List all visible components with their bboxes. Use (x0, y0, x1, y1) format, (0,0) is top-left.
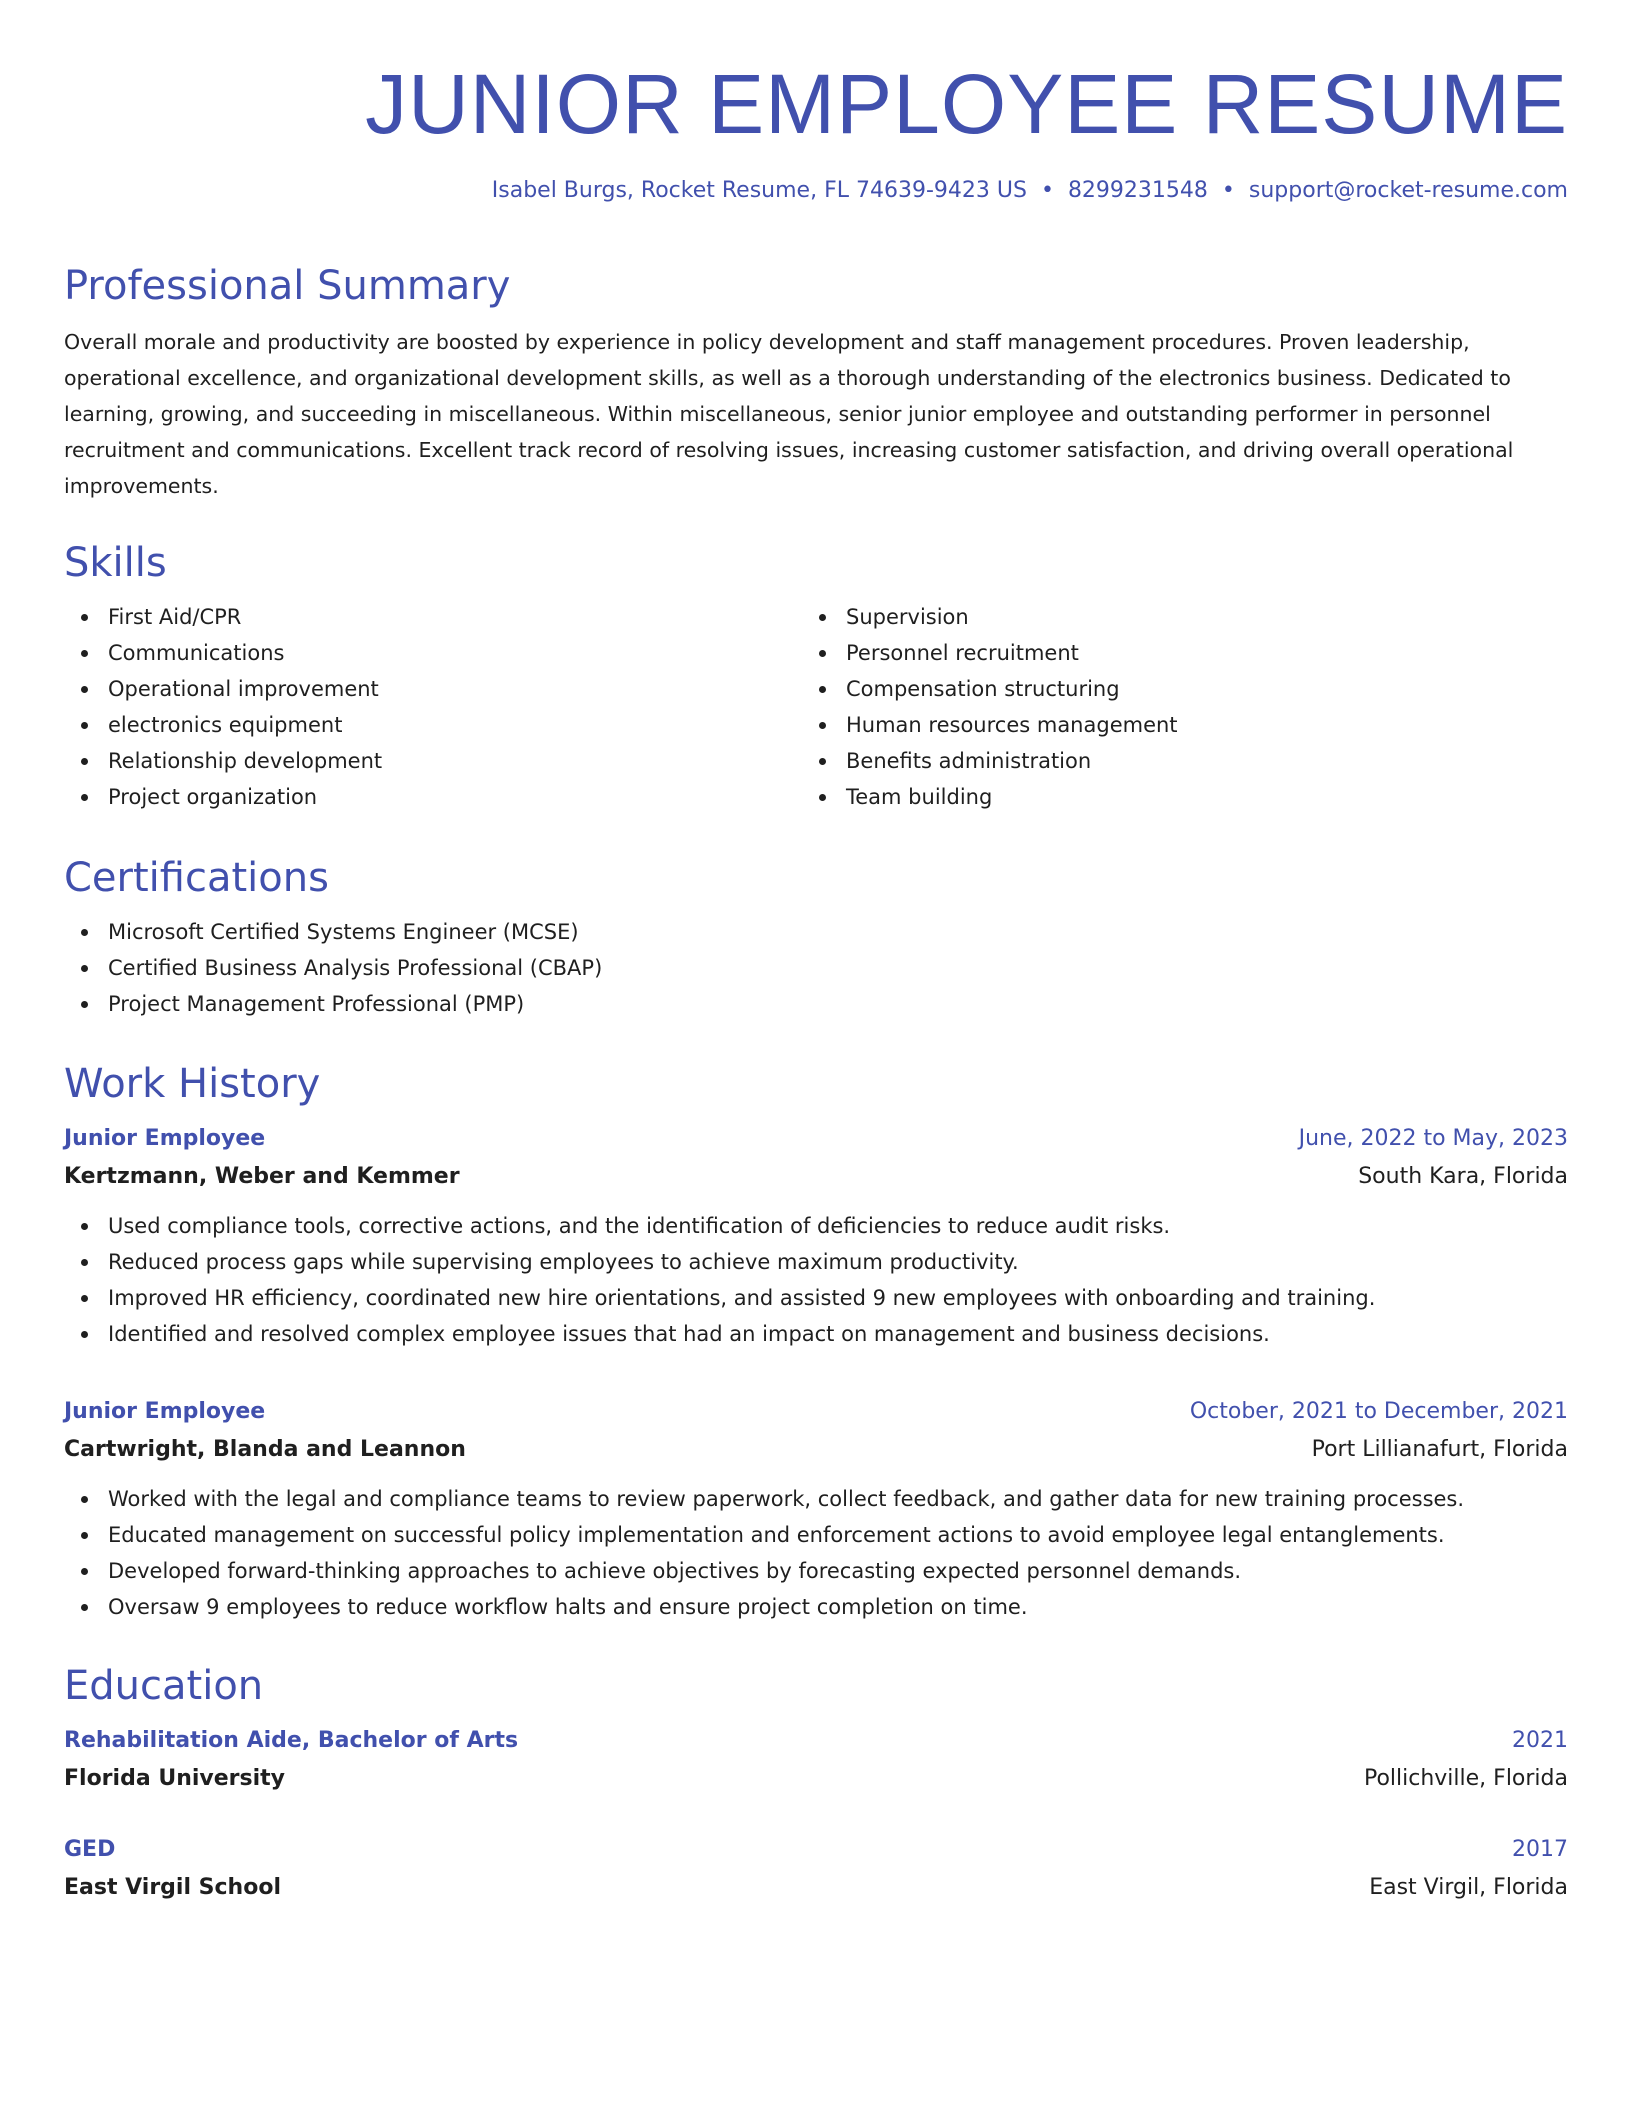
skills-section (64, 537, 1568, 815)
skill-item: Benefits administration (802, 743, 1540, 779)
work-history-section (64, 1058, 1568, 1352)
job-bullet: Reduced process gaps while supervising employees to achieve maximum productivity. (64, 1244, 1568, 1280)
graduation-year: 2017 (1512, 1837, 1568, 1862)
work-history-heading: Work History (64, 1061, 321, 1107)
education-entry (64, 1722, 1568, 1798)
job-dates: October, 2021 to December, 2021 (1189, 1399, 1568, 1424)
job-location: South Kara, Florida (1358, 1164, 1568, 1189)
skill-item: electronics equipment (64, 707, 802, 743)
job-entry (64, 1393, 1568, 1625)
school-location: East Virgil, Florida (1369, 1875, 1568, 1900)
resume-title: JUNIOR EMPLOYEE RESUME (365, 57, 1568, 151)
skill-item: Project organization (64, 779, 802, 815)
job-title: Junior Employee (64, 1399, 266, 1424)
job-bullet: Improved HR efficiency, coordinated new hire orientations, and assisted 9 new employees with onboarding and training. (64, 1280, 1568, 1316)
job-bullet: Oversaw 9 employees to reduce workflow halts and ensure project completion on time. (64, 1589, 1568, 1625)
job-bullet: Educated management on successful policy implementation and enforcement actions to avoid employee legal entanglements. (64, 1517, 1568, 1553)
contact-separator: • (1221, 178, 1235, 203)
skill-item: Human resources management (802, 707, 1540, 743)
skill-item: Compensation structuring (802, 671, 1540, 707)
certification-item: Certified Business Analysis Professional (CBAP) (64, 950, 1568, 986)
job-entry (64, 1120, 1568, 1352)
skill-item: Supervision (802, 599, 1540, 635)
school-name: Florida University (64, 1766, 285, 1791)
summary-section (64, 260, 1568, 504)
skills-column-right (802, 599, 1540, 815)
summary-text: Overall morale and productivity are boosted by experience in policy development and staff management procedures. Proven leadership, operational excellence, and organizational development skills, as well as a thorough understanding of the electronics business. Dedicated to learning, growing, and succeeding in miscellaneous. Within miscellaneous, senior junior employee and outstanding performer in personnel recruitment and communications. Excellent track record of resolving issues, increasing customer satisfaction, and driving overall operational improvements. (64, 330, 1514, 498)
company-name: Cartwright, Blanda and Leannon (64, 1437, 466, 1462)
job-bullet: Identified and resolved complex employee issues that had an impact on management and business decisions. (64, 1316, 1568, 1352)
skill-item: Relationship development (64, 743, 802, 779)
school-name: East Virgil School (64, 1875, 281, 1900)
contact-phone: 8299231548 (1067, 178, 1208, 203)
degree-name: GED (64, 1837, 116, 1862)
school-location: Pollichville, Florida (1363, 1766, 1568, 1791)
skill-item: Team building (802, 779, 1540, 815)
contact-separator: • (1040, 178, 1054, 203)
skills-heading: Skills (64, 540, 167, 586)
contact-email[interactable]: support@rocket-resume.com (1248, 178, 1568, 203)
skill-item: First Aid/CPR (64, 599, 802, 635)
job-location: Port Lillianafurt, Florida (1311, 1437, 1568, 1462)
job-dates: June, 2022 to May, 2023 (1298, 1126, 1568, 1151)
education-heading: Education (64, 1663, 264, 1709)
skill-item: Communications (64, 635, 802, 671)
education-section (64, 1660, 1568, 1907)
graduation-year: 2021 (1512, 1728, 1568, 1753)
skill-item: Personnel recruitment (802, 635, 1540, 671)
summary-heading: Professional Summary (64, 263, 511, 309)
job-bullet: Worked with the legal and compliance teams to review paperwork, collect feedback, and gather data for new training processes. (64, 1481, 1568, 1517)
skills-column-left (64, 599, 802, 815)
job-title: Junior Employee (64, 1126, 266, 1151)
education-entry (64, 1831, 1568, 1907)
certifications-heading: Certifications (64, 855, 329, 901)
degree-name: Rehabilitation Aide, Bachelor of Arts (64, 1728, 519, 1753)
job-bullet: Used compliance tools, corrective actions, and the identification of deficiencies to reduce audit risks. (64, 1208, 1568, 1244)
contact-address: Isabel Burgs, Rocket Resume, FL 74639-9423 US (491, 178, 1027, 203)
certification-item: Project Management Professional (PMP) (64, 986, 1568, 1022)
contact-line (492, 176, 1568, 206)
certifications-section (64, 852, 1568, 1022)
skill-item: Operational improvement (64, 671, 802, 707)
company-name: Kertzmann, Weber and Kemmer (64, 1164, 460, 1189)
job-bullet: Developed forward-thinking approaches to achieve objectives by forecasting expected personnel demands. (64, 1553, 1568, 1589)
certification-item: Microsoft Certified Systems Engineer (MCSE) (64, 914, 1568, 950)
